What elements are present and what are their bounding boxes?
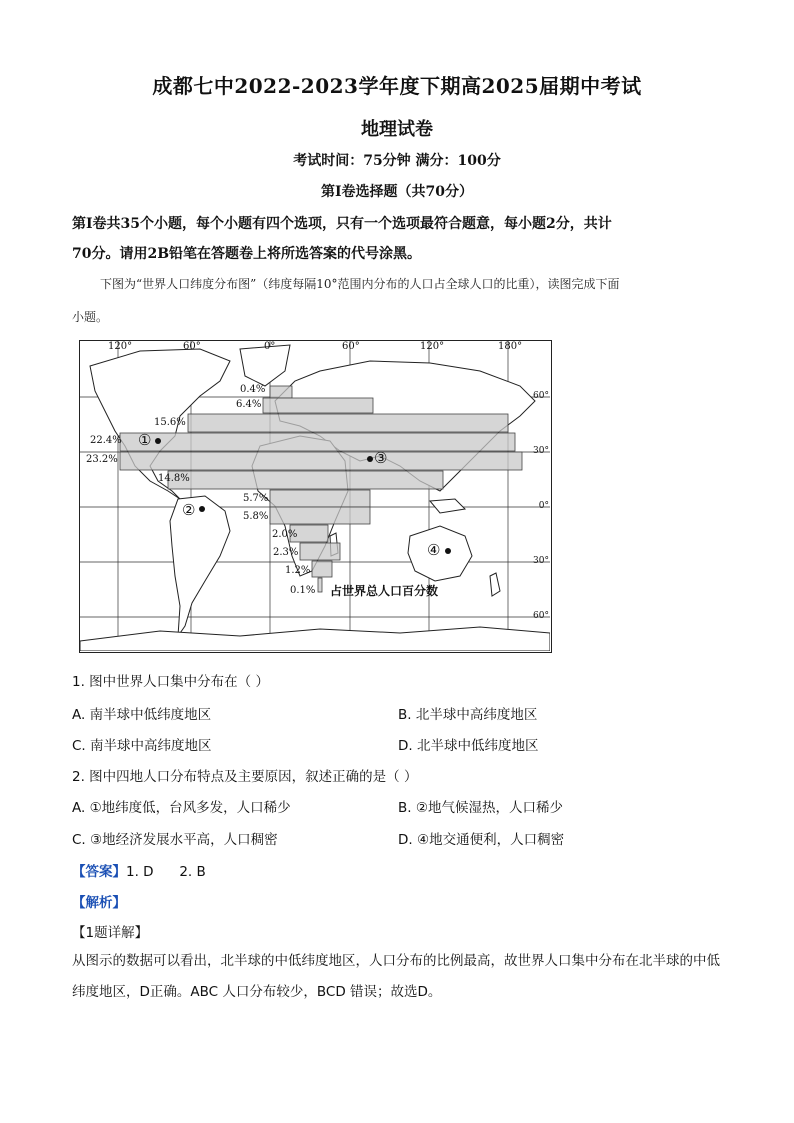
marker-1-label: ①	[138, 431, 152, 449]
world-population-latitude-map	[79, 340, 552, 653]
bar-40-50s	[318, 578, 322, 592]
bar-0-10s	[270, 507, 370, 524]
marker-dot-3	[367, 456, 373, 462]
lat-label-30s: 30°	[533, 556, 549, 566]
antarctica	[80, 627, 550, 651]
q1-option-a[interactable]: A. 南半球中低纬度地区	[72, 707, 212, 723]
lat-label-30n: 30°	[533, 446, 549, 456]
instructions-line-2: 70分。请用2B铅笔在答题卷上将所选答案的代号涂黑。	[72, 246, 422, 262]
bar-30-40n	[120, 433, 515, 451]
intro-line-1: 下图为“世界人口纬度分布图”（纬度每隔10°范围内分布的人口占全球人口的比重），读图完成下面	[100, 277, 620, 291]
detail-label: 【1题详解】	[72, 925, 149, 941]
pct-40-50n: 15.6%	[154, 417, 186, 428]
pct-30-40n: 22.4%	[90, 435, 122, 446]
pct-50-60n: 6.4%	[236, 399, 262, 410]
q2-option-c[interactable]: C. ③地经济发展水平高，人口稠密	[72, 832, 278, 848]
marker-dot-1	[155, 438, 161, 444]
indonesia	[430, 499, 465, 513]
q1-option-c[interactable]: C. 南半球中高纬度地区	[72, 738, 212, 754]
answer-label: 【答案】	[72, 864, 126, 880]
lon-label-0: 0°	[264, 341, 276, 352]
subject-title: 地理试卷	[361, 119, 433, 140]
section-title: 第Ⅰ卷选择题（共70分）	[320, 184, 474, 200]
bar-20-30n	[120, 452, 522, 470]
lon-label-60w: 60°	[183, 341, 201, 352]
intro-line-2: 小题。	[72, 310, 109, 324]
bar-10-20n	[168, 471, 443, 489]
marker-4-label: ④	[427, 541, 441, 559]
pct-10-20s: 2.0%	[272, 529, 298, 540]
lon-label-120e: 120°	[420, 341, 445, 352]
pct-0-10n: 5.7%	[243, 493, 269, 504]
answer-value: 1. D 2. B	[126, 864, 206, 880]
bar-40-50n	[188, 414, 508, 432]
detail-text: 从图示的数据可以看出，北半球的中低纬度地区，人口分布的比例最高，故世界人口集中分布在北半球的中低纬度地区，D正确。ABC 人口分布较少，BCD 错误；故选D。	[72, 953, 720, 1000]
lon-label-60e: 60°	[342, 341, 360, 352]
analysis-label: 【解析】	[72, 895, 126, 911]
bar-20-30s	[300, 543, 340, 560]
map-legend: 占世界总人口百分数	[330, 584, 439, 598]
bar-50-60n	[263, 398, 373, 413]
south-america	[170, 496, 230, 636]
q2-option-a[interactable]: A. ①地纬度低，台风多发，人口稀少	[72, 800, 291, 816]
q2-option-b[interactable]: B. ②地气候湿热，人口稀少	[398, 800, 563, 816]
instructions-line-1: 第Ⅰ卷共35个小题，每个小题有四个选项，只有一个选项最符合题意，每小题2分，共计	[72, 216, 612, 232]
marker-dot-2	[199, 506, 205, 512]
pct-30-40s: 1.2%	[285, 565, 311, 576]
q1-option-d[interactable]: D. 北半球中低纬度地区	[398, 738, 539, 754]
pct-20-30n: 23.2%	[86, 454, 118, 465]
lat-label-0: 0°	[538, 501, 549, 511]
lon-label-180: 180°	[498, 341, 523, 352]
lon-label-120w: 120°	[108, 341, 133, 352]
pct-20-30s: 2.3%	[273, 547, 299, 558]
bar-30-40s	[312, 561, 332, 577]
question-1-stem: 1. 图中世界人口集中分布在（ ）	[72, 674, 269, 690]
pct-60-70n: 0.4%	[240, 384, 266, 395]
new-zealand	[490, 573, 500, 596]
q2-option-d[interactable]: D. ④地交通便利，人口稠密	[398, 832, 565, 848]
pct-0-10s: 5.8%	[243, 511, 269, 522]
marker-dot-4	[445, 548, 451, 554]
exam-info: 考试时间：75分钟 满分：100分	[293, 153, 501, 169]
pct-40-50s: 0.1%	[290, 585, 316, 596]
bar-60-70n	[270, 386, 292, 398]
question-2-stem: 2. 图中四地人口分布特点及主要原因，叙述正确的是（ ）	[72, 769, 418, 785]
marker-2-label: ②	[182, 501, 196, 519]
marker-3-label: ③	[374, 449, 388, 467]
exam-title: 成都七中2022-2023学年度下期高2025届期中考试	[152, 74, 642, 98]
q1-option-b[interactable]: B. 北半球中高纬度地区	[398, 707, 538, 723]
lat-label-60s: 60°	[533, 611, 549, 621]
answer-row	[72, 860, 206, 880]
lat-label-60n: 60°	[533, 391, 549, 401]
map-svg	[80, 341, 550, 651]
pct-10-20n: 14.8%	[158, 473, 190, 484]
bar-0-10n	[270, 490, 370, 507]
